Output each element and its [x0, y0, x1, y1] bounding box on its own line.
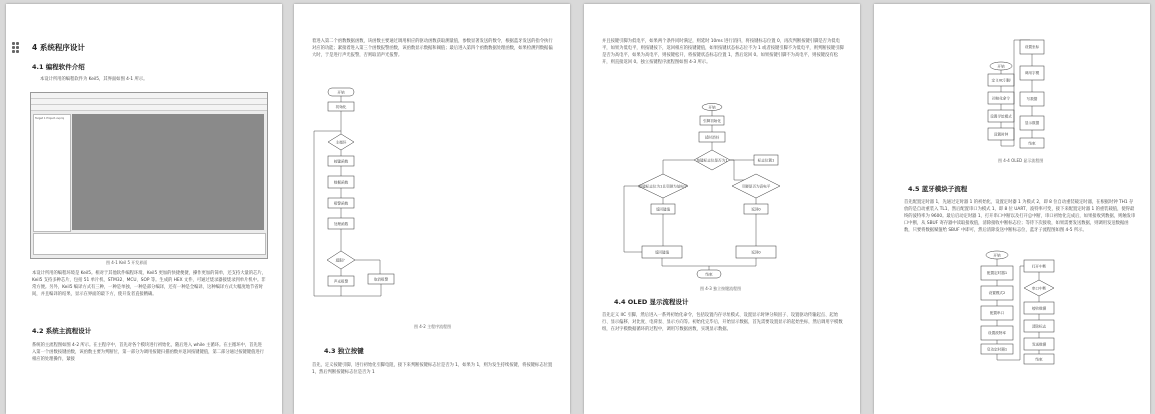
svg-text:设置时钟: 设置时钟: [993, 132, 1009, 137]
flow-bt-start-t1: [981, 344, 1013, 354]
flow-main-key: [328, 156, 354, 166]
flow-bt-isr: [1024, 280, 1054, 296]
svg-text:返回键值: 返回键值: [654, 250, 670, 255]
flow-bt-irq: [1024, 260, 1054, 272]
flow-bt-clear: [1024, 320, 1054, 332]
flow-oled-mode: [988, 110, 1014, 122]
flow-main-start: [328, 88, 354, 96]
svg-text:调用字模: 调用字模: [1024, 71, 1040, 75]
flow-oled-clock: [988, 128, 1014, 140]
figure-4-1-caption: 图 4-1 Keil 5 开发界面: [106, 260, 148, 265]
svg-text:按键标志位为1且引脚为低电平: 按键标志位为1且引脚为低电平: [638, 184, 688, 189]
svg-text:初始化: 初始化: [335, 105, 347, 109]
flow-oled-init: [988, 92, 1014, 104]
svg-text:开始: 开始: [993, 253, 1001, 258]
flow-key-set1: [754, 155, 778, 165]
svg-text:引脚初始化: 引脚初始化: [703, 119, 721, 123]
section-heading-4-3: 4.3 独立按键: [324, 347, 364, 355]
svg-text:配置串口: 配置串口: [989, 311, 1005, 315]
svg-text:返回0: 返回0: [751, 207, 761, 212]
svg-text:处理函数: 处理函数: [333, 222, 349, 226]
flow-oled-coord: [1020, 40, 1044, 54]
svg-text:结束: 结束: [1028, 141, 1036, 146]
flow-bt-uart: [981, 306, 1013, 320]
keil-ide-screenshot: [30, 92, 268, 259]
flow-key-d-left: [638, 174, 688, 198]
svg-text:按键函数: 按键函数: [333, 159, 349, 164]
flow-key-ret-left: [642, 246, 682, 258]
document-page-3: [584, 4, 860, 414]
flow-main-init: [328, 102, 354, 111]
flow-oled-iic: [988, 74, 1014, 86]
flow-key-ret0-top: [744, 204, 768, 214]
svg-text:超限？: 超限？: [335, 258, 347, 263]
flow-key-start: [702, 104, 722, 111]
section-heading-4-5: 4.5 蓝牙模块子流程: [908, 185, 968, 193]
svg-text:主循环: 主循环: [335, 140, 347, 145]
figure-4-4-caption: 图 4-4 OLED 显示流程图: [998, 158, 1044, 163]
section-heading-4-2: 4.2 系统主流程设计: [32, 327, 92, 335]
key-logic-paragraph: 并且按键引脚为低电平，如果两个条件同时满足，则延时 10ms 进行消抖，将按键标志位置 0，再次判断按键引脚是否为低电平，如果为低电平，则按键按下，返回相应的按键键值，如果按键状态标志位不为 1 或者按键引脚不为低电平，则判断按键引脚是否为高电平，如果为高电平，则按键松开，将按键状态标志位置 1，然后返回 0。如果按键引脚不为高电平，则按键没有松开，则直接返回 0。独立按键程序流程图如图 4-3 所示。: [602, 39, 844, 65]
svg-text:声光报警: 声光报警: [333, 279, 349, 284]
document-page-1: [6, 4, 282, 414]
flow-bt-mode: [981, 286, 1013, 300]
editor-area: [72, 114, 264, 230]
project-tree-label: Target 1 Project.uvproj: [35, 117, 65, 120]
svg-text:打开中断: 打开中断: [1031, 264, 1047, 269]
intro-text: 本设计所用的编程软件为 Keil5，其界面如图 4-1 所示。: [40, 77, 148, 82]
figure-4-2-caption: 图 4-2 主程序流程图: [414, 324, 452, 329]
svg-text:启动定时器1: 启动定时器1: [986, 347, 1008, 352]
svg-text:延时消抖: 延时消抖: [704, 135, 720, 140]
flow-bt-t1: [981, 266, 1013, 280]
svg-text:引脚是否为高电平: 引脚是否为高电平: [741, 184, 771, 189]
svg-text:设置坐标: 设置坐标: [1024, 45, 1040, 49]
svg-text:设置模式2: 设置模式2: [988, 291, 1006, 295]
figure-4-3-caption: 图 4-3 独立按键流程图: [700, 286, 742, 291]
svg-text:报警函数: 报警函数: [333, 201, 349, 206]
keil-paragraph: 本设计所用的编程环境是 Keil5。相对于其他软件编程环境，Keil5 更加的快捷便捷，操作更加的简单，还支持大量的芯片，Keil5 支持多种芯片，包括 51 单片机、STM32、MCU、SOP 等。生成的 HEX 文件，可通过烧录器接烧录到单片机中。非常方便。另外，Keil5 编译方式有三种，一种是单独，一种是部分编译，还有一种是全编译，这种编译方式大幅度地节省时间，并且编译的结果，显示在界面的最下方，使开发者直接精确。: [32, 271, 266, 297]
svg-text:接收数据: 接收数据: [1031, 306, 1047, 311]
svg-text:按键标志位是否为1: 按键标志位是否为1: [696, 158, 728, 163]
flow-key-d-right: [732, 174, 780, 198]
flow-main-proc: [328, 218, 354, 229]
flow-bt-baud: [981, 326, 1013, 340]
flow-oled-start: [990, 62, 1012, 70]
drag-handle-icon[interactable]: [12, 42, 22, 52]
build-output-panel: [33, 233, 266, 255]
bluetooth-paragraph: 首先配置定时器 1，先通过定时器 1 的初始化，设置定时器 1 为模式 2，即 8 位自动重装载定时器，在根据时钟 TH1 存放的是自动重装入 TL1，然后配置串口为模式 1，即 8 位 UART，波特率可变，接下来配置定时器 1 的重装载值，使得最终的波特率为 9600。最后启动定时器 1，打开串口中断以及打开总中断，串口初始化完成后，如果接收到数据，则触发串口中断，从 SBUF 寄存器中读取接收值，清除接收中断标志位；等待下次接收，如果需要发送数据，则调用发送数据函数，只要将数据赋值给 SBUF 中即可，然后清除发送中断标志位，蓝牙子流程图如图 4-5 所示。: [904, 200, 1136, 233]
svg-text:返回键值: 返回键值: [655, 207, 671, 212]
svg-text:开始: 开始: [708, 105, 716, 110]
oled-paragraph: 首先定义 IIC 引脚，然后进入一系列初始化命令，包括设置内存寻址模式、设置显示时钟分频因子、设置驱动传输起点、起始行、显示偏移、对比度、电荷泵、显示方向等。初始化完毕后，开始显示数据，首先需要设置显示的起始坐标，然后调用字模数组，在对字模数据循环的过程中，调用写数据函数，实现显示数据。: [602, 313, 843, 332]
continued-paragraph: 着进入第二个函数数据函数，该函数主要通过调用相应的驱动函数获取测量值，参数显著发送的数令，根据蓝牙发送的指令执行对应的功能；紧接着进入第三个函数报警函数，该函数显示数据和阈值；最后进入第四个函数数据处理函数，如果检测到数据偏大时，于是进行声光报警，否则取消声光报警。: [312, 39, 553, 58]
svg-text:显示数据: 显示数据: [1024, 121, 1040, 125]
flow-bt-end: [1024, 354, 1054, 364]
flow-oled-font: [1020, 66, 1044, 80]
svg-text:数据函数: 数据函数: [333, 180, 349, 185]
flow-key-init: [700, 116, 724, 125]
svg-text:开始: 开始: [337, 90, 345, 95]
document-page-2: [294, 4, 570, 414]
flow-key-delay: [699, 132, 725, 142]
document-page-4: [874, 4, 1150, 414]
svg-text:结束: 结束: [1035, 357, 1043, 362]
svg-text:返回0: 返回0: [751, 250, 761, 255]
flow-bt-start: [986, 251, 1008, 259]
project-panel: [33, 114, 71, 232]
flow-main-decision: [327, 251, 355, 269]
flow-key-ret-val: [651, 204, 675, 214]
svg-text:清除标志: 清除标志: [1031, 324, 1047, 329]
flow-key-end: [697, 270, 721, 278]
svg-text:写数据: 写数据: [1026, 97, 1038, 101]
svg-text:取消报警: 取消报警: [373, 277, 389, 282]
svg-text:开始: 开始: [997, 64, 1005, 69]
flow-main-no: [368, 274, 394, 284]
section-heading-4-1: 4.1 编程软件介绍: [32, 63, 85, 71]
svg-text:配置定时器1: 配置定时器1: [986, 271, 1008, 275]
flow-bt-send: [1024, 338, 1054, 350]
svg-text:设置波特率: 设置波特率: [988, 331, 1006, 335]
section-heading-4-4: 4.4 OLED 显示流程设计: [614, 298, 689, 306]
flow-oled-end: [1020, 138, 1044, 148]
flow-key-ret-right: [736, 246, 776, 258]
svg-text:设置寻址模式: 设置寻址模式: [990, 114, 1012, 119]
flow-oled-show: [1020, 116, 1044, 130]
svg-text:标志位置1: 标志位置1: [757, 158, 775, 163]
flow-main-alarm: [328, 198, 354, 208]
flow-main-yes: [328, 276, 354, 286]
flow-bt-recv: [1024, 302, 1054, 314]
key-paragraph: 首先，定义按键引脚，进行初始化引脚电阻，接下来判断按键标志位是否为 1，如果为 1，则为发生持续按键，将按键标志位置 1，然后判断按键标志位是否为 1: [312, 363, 553, 375]
svg-text:串口中断: 串口中断: [1031, 286, 1047, 291]
chapter-heading: 4 系统程序设计: [32, 43, 85, 52]
svg-text:定义IIC引脚: 定义IIC引脚: [991, 78, 1011, 83]
flow-main-data: [328, 176, 354, 188]
key-flowchart: [584, 4, 860, 414]
svg-text:初始化命令: 初始化命令: [992, 96, 1010, 101]
main-flow-paragraph: 系统的主流程图如图 4-2 所示。在主程序中，首先对各个模块进行初始化，随后进入 while 主循环。在主循环中，首先进入第一个函数按键函数，该函数主要为判断位，第一部分为调用按键扫描函数并返回按键键值，第二部分通过按键键值进行相应的处理操作，紧接: [32, 343, 265, 362]
flow-key-d1: [694, 150, 730, 170]
svg-text:结束: 结束: [705, 272, 713, 277]
flow-main-loop-cond: [328, 134, 354, 150]
flow-oled-write: [1020, 92, 1044, 106]
svg-text:发送数据: 发送数据: [1031, 342, 1047, 347]
